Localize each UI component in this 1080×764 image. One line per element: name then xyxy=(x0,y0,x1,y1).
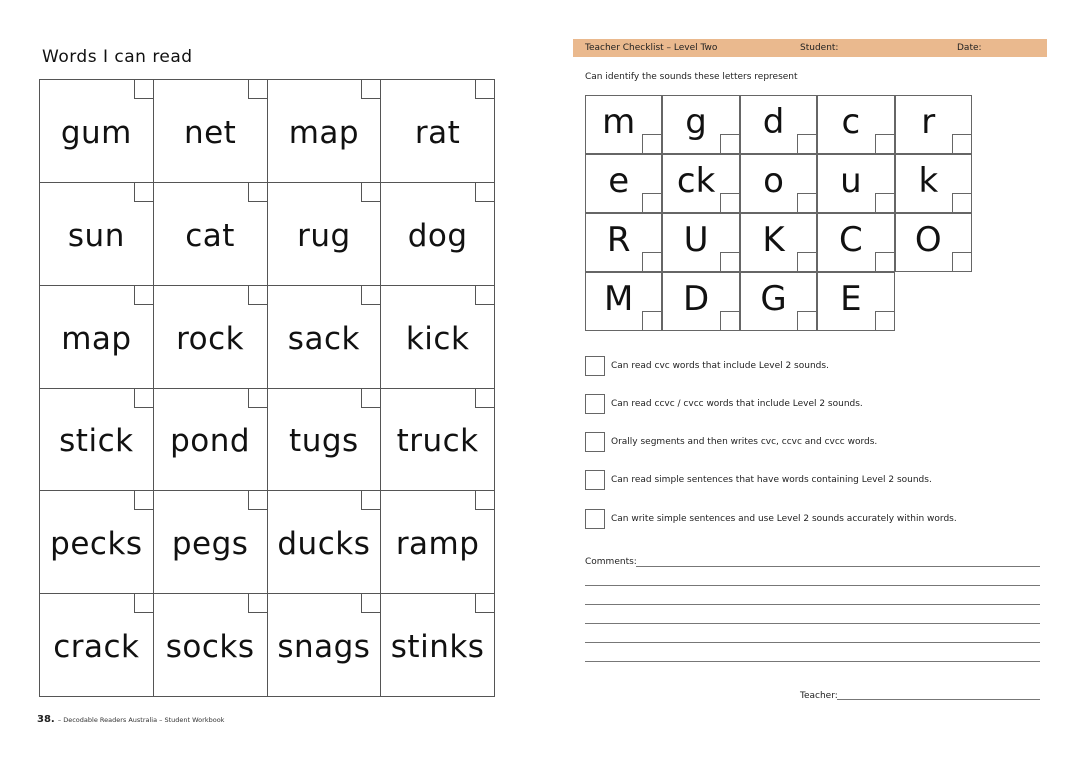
letter-tick-box[interactable] xyxy=(797,252,816,271)
sounds-label: Can identify the sounds these letters represent xyxy=(585,72,798,82)
word-tick-box[interactable] xyxy=(248,80,267,99)
letter-cell xyxy=(740,95,817,154)
checklist-item xyxy=(585,356,1035,376)
checklist-item-text: Can read cvc words that include Level 2 sounds. xyxy=(611,361,829,371)
word-cell xyxy=(40,594,154,697)
word-cell xyxy=(154,491,268,594)
letter-cell xyxy=(585,95,662,154)
word-text: pecks xyxy=(50,526,143,563)
word-text: sack xyxy=(287,320,360,357)
footer-text: – Decodable Readers Australia – Student Workbook xyxy=(57,716,225,724)
word-tick-box[interactable] xyxy=(475,594,494,613)
word-tick-box[interactable] xyxy=(134,80,153,99)
word-cell xyxy=(381,286,495,389)
letter-text: g xyxy=(685,101,707,142)
letter-cell xyxy=(817,272,894,331)
word-text: tugs xyxy=(289,423,359,460)
word-cell xyxy=(268,183,382,286)
word-text: rock xyxy=(176,320,245,357)
word-text: map xyxy=(288,114,360,151)
word-tick-box[interactable] xyxy=(361,286,380,305)
letter-grid xyxy=(585,95,972,331)
letter-tick-box[interactable] xyxy=(797,134,816,153)
word-tick-box[interactable] xyxy=(361,80,380,99)
checklist-title: Teacher Checklist – Level Two xyxy=(585,43,718,53)
letter-text: ck xyxy=(676,160,716,201)
word-cell xyxy=(268,594,382,697)
word-text: net xyxy=(183,114,237,151)
word-tick-box[interactable] xyxy=(134,286,153,305)
letter-cell xyxy=(585,154,662,213)
page-number: 38. xyxy=(37,714,55,725)
word-text: stinks xyxy=(390,629,485,666)
letter-text: E xyxy=(840,278,862,319)
letter-text: e xyxy=(608,160,630,201)
word-cell xyxy=(381,183,495,286)
word-tick-box[interactable] xyxy=(248,183,267,202)
letter-cell xyxy=(817,213,894,272)
word-cell xyxy=(40,80,154,183)
letter-cell xyxy=(662,95,739,154)
word-text: rat xyxy=(414,114,461,151)
word-tick-box[interactable] xyxy=(475,183,494,202)
word-text: crack xyxy=(53,629,140,666)
word-text: cat xyxy=(185,217,235,254)
word-cell xyxy=(40,183,154,286)
letter-tick-box[interactable] xyxy=(642,252,661,271)
date-label: Date: xyxy=(957,43,982,53)
checklist-item-text: Can read ccvc / cvcc words that include Level 2 sounds. xyxy=(611,399,863,409)
checklist-item xyxy=(585,509,1035,529)
letter-cell xyxy=(895,154,972,213)
word-text: sun xyxy=(67,217,125,254)
word-tick-box[interactable] xyxy=(361,491,380,510)
letter-cell xyxy=(585,213,662,272)
word-text: gum xyxy=(60,114,132,151)
letter-tick-box[interactable] xyxy=(952,193,971,212)
letter-cell xyxy=(817,154,894,213)
letter-text: o xyxy=(763,160,784,201)
word-cell xyxy=(40,286,154,389)
comments-line[interactable] xyxy=(585,585,1040,586)
letter-tick-box[interactable] xyxy=(952,252,971,271)
letter-tick-box[interactable] xyxy=(875,134,894,153)
letter-tick-box[interactable] xyxy=(720,252,739,271)
comments-line[interactable] xyxy=(636,566,1040,567)
word-cell xyxy=(154,286,268,389)
word-tick-box[interactable] xyxy=(248,286,267,305)
letter-tick-box[interactable] xyxy=(875,311,894,330)
comments-label: Comments: xyxy=(585,557,637,567)
letter-text: k xyxy=(918,160,939,201)
letter-tick-box[interactable] xyxy=(720,193,739,212)
checklist-header-bar xyxy=(573,39,1047,57)
letter-text: K xyxy=(762,219,785,260)
teacher-label: Teacher: xyxy=(800,691,838,701)
word-tick-box[interactable] xyxy=(134,183,153,202)
letter-text: r xyxy=(921,101,936,142)
word-text: pegs xyxy=(171,526,249,563)
word-cell xyxy=(381,491,495,594)
comments-line[interactable] xyxy=(585,604,1040,605)
page-title: Words I can read xyxy=(42,47,193,67)
checklist-item xyxy=(585,432,1035,452)
word-tick-box[interactable] xyxy=(361,389,380,408)
checklist-checkbox[interactable] xyxy=(585,509,605,529)
page-footer xyxy=(37,714,224,725)
checklist-item xyxy=(585,394,1035,414)
word-text: socks xyxy=(165,629,255,666)
word-tick-box[interactable] xyxy=(134,594,153,613)
word-tick-box[interactable] xyxy=(475,389,494,408)
comments-line[interactable] xyxy=(585,623,1040,624)
word-cell xyxy=(268,80,382,183)
letter-tick-box[interactable] xyxy=(875,193,894,212)
word-text: ramp xyxy=(395,526,480,563)
letter-tick-box[interactable] xyxy=(952,134,971,153)
word-tick-box[interactable] xyxy=(248,594,267,613)
letter-tick-box[interactable] xyxy=(875,252,894,271)
word-cell xyxy=(381,80,495,183)
word-text: map xyxy=(61,320,132,357)
checklist-item-text: Can write simple sentences and use Level 2 sounds accurately within words. xyxy=(611,514,957,524)
letter-cell xyxy=(662,272,739,331)
word-tick-box[interactable] xyxy=(475,491,494,510)
word-tick-box[interactable] xyxy=(361,594,380,613)
word-text: truck xyxy=(396,423,479,460)
letter-cell xyxy=(740,213,817,272)
word-cell xyxy=(154,389,268,492)
letter-tick-box[interactable] xyxy=(797,193,816,212)
letter-cell xyxy=(740,272,817,331)
letter-text: m xyxy=(602,101,636,142)
checklist-checkbox[interactable] xyxy=(585,394,605,414)
letter-tick-box[interactable] xyxy=(720,311,739,330)
letter-cell xyxy=(740,154,817,213)
word-tick-box[interactable] xyxy=(475,286,494,305)
letter-cell xyxy=(895,95,972,154)
letter-text: d xyxy=(762,101,785,142)
word-text: rug xyxy=(297,217,351,254)
word-cell xyxy=(268,491,382,594)
word-tick-box[interactable] xyxy=(248,389,267,408)
word-text: kick xyxy=(405,320,470,357)
word-grid xyxy=(39,79,495,697)
checklist-item-text: Can read simple sentences that have words containing Level 2 sounds. xyxy=(611,475,932,485)
teacher-signature-line[interactable] xyxy=(837,699,1040,700)
letter-tick-box[interactable] xyxy=(642,311,661,330)
word-text: ducks xyxy=(277,526,371,563)
word-text: snags xyxy=(277,629,371,666)
letter-cell xyxy=(585,272,662,331)
word-cell xyxy=(154,594,268,697)
word-cell xyxy=(268,286,382,389)
word-tick-box[interactable] xyxy=(475,80,494,99)
comments-line[interactable] xyxy=(585,661,1040,662)
word-cell xyxy=(40,491,154,594)
letter-tick-box[interactable] xyxy=(720,134,739,153)
letter-text: M xyxy=(604,278,634,319)
letter-tick-box[interactable] xyxy=(797,311,816,330)
word-tick-box[interactable] xyxy=(134,491,153,510)
letter-cell xyxy=(817,95,894,154)
letter-cell xyxy=(662,213,739,272)
checklist-checkbox[interactable] xyxy=(585,432,605,452)
letter-text: G xyxy=(760,278,787,319)
letter-text: R xyxy=(606,219,631,260)
letter-tick-box[interactable] xyxy=(642,134,661,153)
word-text: stick xyxy=(59,423,134,460)
word-tick-box[interactable] xyxy=(361,183,380,202)
word-cell xyxy=(381,389,495,492)
word-tick-box[interactable] xyxy=(248,491,267,510)
comments-line[interactable] xyxy=(585,642,1040,643)
checklist-checkbox[interactable] xyxy=(585,356,605,376)
word-tick-box[interactable] xyxy=(134,389,153,408)
word-cell xyxy=(154,183,268,286)
word-cell xyxy=(268,389,382,492)
student-label: Student: xyxy=(800,43,839,53)
word-cell xyxy=(40,389,154,492)
letter-text: D xyxy=(682,278,710,319)
checklist-checkbox[interactable] xyxy=(585,470,605,490)
word-cell xyxy=(381,594,495,697)
letter-text: U xyxy=(683,219,709,260)
word-cell xyxy=(154,80,268,183)
letter-cell xyxy=(895,213,972,272)
word-text: pond xyxy=(170,423,251,460)
checklist-item xyxy=(585,470,1035,490)
letter-cell xyxy=(662,154,739,213)
word-text: dog xyxy=(407,217,468,254)
letter-text: u xyxy=(840,160,862,201)
letter-tick-box[interactable] xyxy=(642,193,661,212)
letter-text: c xyxy=(841,101,861,142)
letter-text: O xyxy=(914,219,942,260)
letter-text: C xyxy=(839,219,863,260)
checklist-item-text: Orally segments and then writes cvc, ccvc and cvcc words. xyxy=(611,437,878,447)
